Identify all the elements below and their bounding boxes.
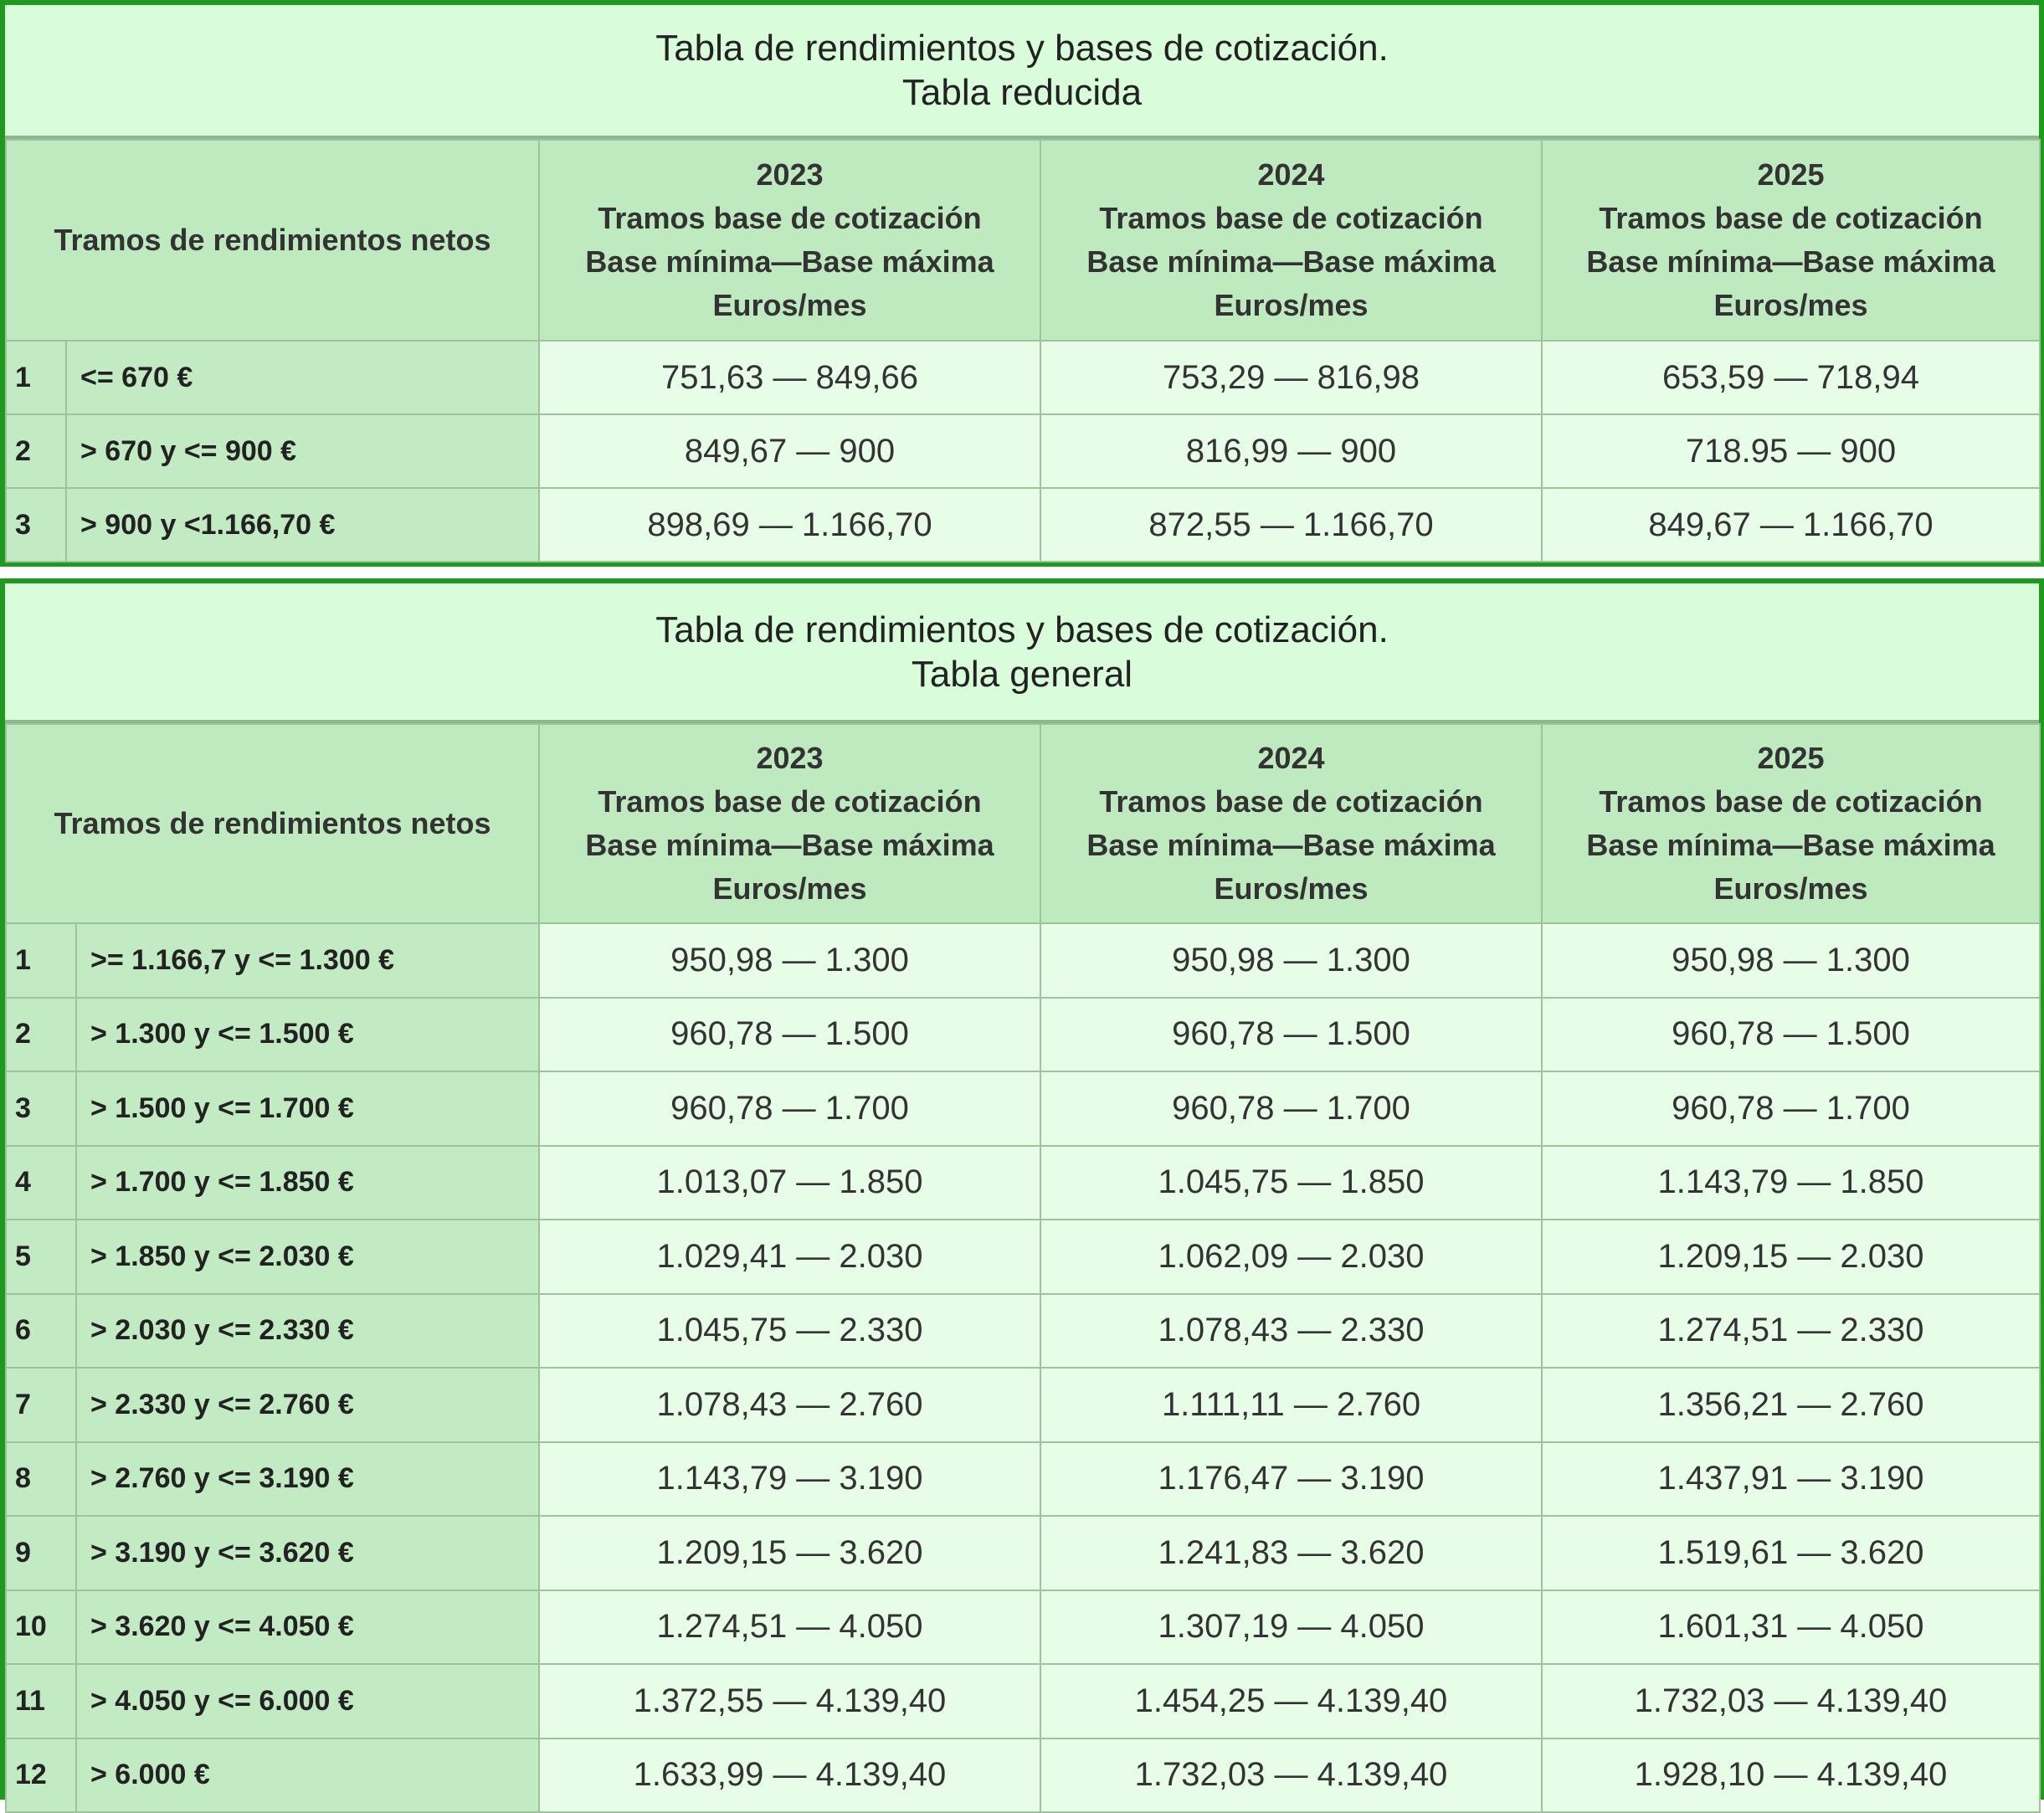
- cell-2023: 1.633,99 — 4.139,40: [539, 1739, 1040, 1813]
- cell-2025: 718.95 — 900: [1542, 414, 2040, 488]
- table-title-line1: Tabla de rendimientos y bases de cotización.: [655, 28, 1389, 69]
- row-number: 7: [6, 1368, 76, 1442]
- header-line2: Base mínima—Base máxima: [585, 244, 994, 279]
- cell-2025: 950,98 — 1.300: [1542, 923, 2040, 998]
- cell-2023: 1.372,55 — 4.139,40: [539, 1664, 1040, 1739]
- cell-2024: 1.045,75 — 1.850: [1040, 1146, 1542, 1220]
- cell-2025: 1.928,10 — 4.139,40: [1542, 1739, 2040, 1813]
- row-range: > 670 y <= 900 €: [66, 414, 539, 488]
- row-range: > 1.500 y <= 1.700 €: [76, 1071, 539, 1146]
- cell-2023: 960,78 — 1.700: [539, 1071, 1040, 1146]
- cell-2023: 1.209,15 — 3.620: [539, 1516, 1040, 1590]
- header-line2: Base mínima—Base máxima: [1586, 244, 1995, 279]
- row-range: > 6.000 €: [76, 1739, 539, 1813]
- row-number: 11: [6, 1664, 76, 1739]
- header-line1: Tramos base de cotización: [598, 201, 982, 235]
- table-row: [6, 1664, 2040, 1739]
- table-title-line2: Tabla reducida: [901, 72, 1143, 113]
- table-row: [6, 1071, 2040, 1146]
- row-number: 2: [6, 414, 66, 488]
- row-range: > 1.850 y <= 2.030 €: [76, 1220, 539, 1294]
- cell-2024: 1.078,43 — 2.330: [1040, 1294, 1542, 1369]
- row-number: 12: [6, 1739, 76, 1813]
- cell-2023: 751,63 — 849,66: [539, 341, 1040, 414]
- row-number: 8: [6, 1442, 76, 1517]
- table-title: [5, 583, 2039, 723]
- header-line2: Base mínima—Base máxima: [1586, 828, 1995, 862]
- row-range: > 3.190 y <= 3.620 €: [76, 1516, 539, 1590]
- table-row: [6, 1516, 2040, 1590]
- cell-2025: 1.356,21 — 2.760: [1542, 1368, 2040, 1442]
- header-line2: Base mínima—Base máxima: [1086, 828, 1496, 862]
- header-line2: Base mínima—Base máxima: [1086, 244, 1496, 279]
- cell-2023: 1.078,43 — 2.760: [539, 1368, 1040, 1442]
- cell-2025: 849,67 — 1.166,70: [1542, 488, 2040, 562]
- row-range: > 900 y <1.166,70 €: [66, 488, 539, 562]
- cell-2024: 1.241,83 — 3.620: [1040, 1516, 1542, 1590]
- header-line1: Tramos base de cotización: [598, 784, 982, 819]
- header-line3: Euros/mes: [1214, 288, 1369, 322]
- row-range: > 3.620 y <= 4.050 €: [76, 1590, 539, 1665]
- header-year: 2024: [1257, 741, 1325, 775]
- row-number: 2: [6, 998, 76, 1072]
- cell-2023: 950,98 — 1.300: [539, 923, 1040, 998]
- header-line3: Euros/mes: [1713, 871, 1868, 906]
- header-year: 2025: [1757, 741, 1825, 775]
- row-range: >= 1.166,7 y <= 1.300 €: [76, 923, 539, 998]
- header-row: [6, 724, 2040, 923]
- table-row: [6, 488, 2040, 562]
- cell-2025: 1.437,91 — 3.190: [1542, 1442, 2040, 1517]
- table-row: [6, 1368, 2040, 1442]
- table-title: [5, 5, 2039, 139]
- row-range: > 1.300 y <= 1.500 €: [76, 998, 539, 1072]
- table-row: [6, 1220, 2040, 1294]
- row-number: 1: [6, 923, 76, 998]
- cell-2023: 1.274,51 — 4.050: [539, 1590, 1040, 1665]
- header-year-2025: [1542, 724, 2040, 923]
- cell-2025: 1.143,79 — 1.850: [1542, 1146, 2040, 1220]
- header-year: 2023: [756, 157, 824, 192]
- table-row: [6, 1146, 2040, 1220]
- cell-2023: 898,69 — 1.166,70: [539, 488, 1040, 562]
- row-number: 3: [6, 488, 66, 562]
- cell-2024: 1.732,03 — 4.139,40: [1040, 1739, 1542, 1813]
- cell-2024: 872,55 — 1.166,70: [1040, 488, 1542, 562]
- cell-2024: 1.111,11 — 2.760: [1040, 1368, 1542, 1442]
- cell-2023: 1.013,07 — 1.850: [539, 1146, 1040, 1220]
- header-line2: Base mínima—Base máxima: [585, 828, 994, 862]
- header-line1: Tramos base de cotización: [1099, 784, 1483, 819]
- header-line1: Tramos base de cotización: [1599, 201, 1983, 235]
- header-rendimientos: Tramos de rendimientos netos: [6, 140, 539, 341]
- header-line3: Euros/mes: [1713, 288, 1868, 322]
- header-year-2024: [1040, 140, 1542, 341]
- row-range: > 2.030 y <= 2.330 €: [76, 1294, 539, 1369]
- row-range: > 2.760 y <= 3.190 €: [76, 1442, 539, 1517]
- cell-2025: 1.732,03 — 4.139,40: [1542, 1664, 2040, 1739]
- header-rendimientos: Tramos de rendimientos netos: [6, 724, 539, 923]
- cell-2024: 1.176,47 — 3.190: [1040, 1442, 1542, 1517]
- cell-2024: 753,29 — 816,98: [1040, 341, 1542, 414]
- header-year-2023: [539, 140, 1040, 341]
- cell-2023: 849,67 — 900: [539, 414, 1040, 488]
- header-line1: Tramos base de cotización: [1099, 201, 1483, 235]
- cell-2025: 1.601,31 — 4.050: [1542, 1590, 2040, 1665]
- table-reducida: [0, 0, 2044, 567]
- header-year-2024: [1040, 724, 1542, 923]
- header-line3: Euros/mes: [712, 871, 867, 906]
- cell-2024: 1.062,09 — 2.030: [1040, 1220, 1542, 1294]
- header-year: 2023: [756, 741, 824, 775]
- table-row: [6, 923, 2040, 998]
- table-general: [0, 578, 2044, 1800]
- row-number: 10: [6, 1590, 76, 1665]
- row-range: <= 670 €: [66, 341, 539, 414]
- row-number: 9: [6, 1516, 76, 1590]
- table-row: [6, 1294, 2040, 1369]
- row-number: 6: [6, 1294, 76, 1369]
- cell-2023: 960,78 — 1.500: [539, 998, 1040, 1072]
- table-title-line1: Tabla de rendimientos y bases de cotización.: [655, 609, 1389, 650]
- cell-2024: 960,78 — 1.700: [1040, 1071, 1542, 1146]
- cell-2024: 950,98 — 1.300: [1040, 923, 1542, 998]
- table-row: [6, 1739, 2040, 1813]
- row-range: > 4.050 y <= 6.000 €: [76, 1664, 539, 1739]
- table-title-line2: Tabla general: [911, 653, 1133, 695]
- row-number: 4: [6, 1146, 76, 1220]
- header-year: 2025: [1757, 157, 1825, 192]
- cell-2025: 653,59 — 718,94: [1542, 341, 2040, 414]
- header-line3: Euros/mes: [1214, 871, 1369, 906]
- header-row: [6, 140, 2040, 341]
- table-row: [6, 998, 2040, 1072]
- cell-2024: 1.307,19 — 4.050: [1040, 1590, 1542, 1665]
- row-range: > 1.700 y <= 1.850 €: [76, 1146, 539, 1220]
- row-number: 1: [6, 341, 66, 414]
- header-year-2023: [539, 724, 1040, 923]
- data-table: [5, 723, 2041, 1813]
- cell-2023: 1.143,79 — 3.190: [539, 1442, 1040, 1517]
- cell-2025: 960,78 — 1.700: [1542, 1071, 2040, 1146]
- table-row: [6, 414, 2040, 488]
- data-table: [5, 139, 2041, 562]
- table-row: [6, 341, 2040, 414]
- cell-2024: 816,99 — 900: [1040, 414, 1542, 488]
- cell-2024: 1.454,25 — 4.139,40: [1040, 1664, 1542, 1739]
- cell-2025: 1.519,61 — 3.620: [1542, 1516, 2040, 1590]
- row-number: 3: [6, 1071, 76, 1146]
- header-line1: Tramos base de cotización: [1599, 784, 1983, 819]
- cell-2024: 960,78 — 1.500: [1040, 998, 1542, 1072]
- row-range: > 2.330 y <= 2.760 €: [76, 1368, 539, 1442]
- cell-2023: 1.045,75 — 2.330: [539, 1294, 1040, 1369]
- header-year-2025: [1542, 140, 2040, 341]
- table-row: [6, 1442, 2040, 1517]
- header-year: 2024: [1257, 157, 1325, 192]
- cell-2025: 960,78 — 1.500: [1542, 998, 2040, 1072]
- cell-2025: 1.209,15 — 2.030: [1542, 1220, 2040, 1294]
- row-number: 5: [6, 1220, 76, 1294]
- cell-2023: 1.029,41 — 2.030: [539, 1220, 1040, 1294]
- header-line3: Euros/mes: [712, 288, 867, 322]
- cell-2025: 1.274,51 — 2.330: [1542, 1294, 2040, 1369]
- table-row: [6, 1590, 2040, 1665]
